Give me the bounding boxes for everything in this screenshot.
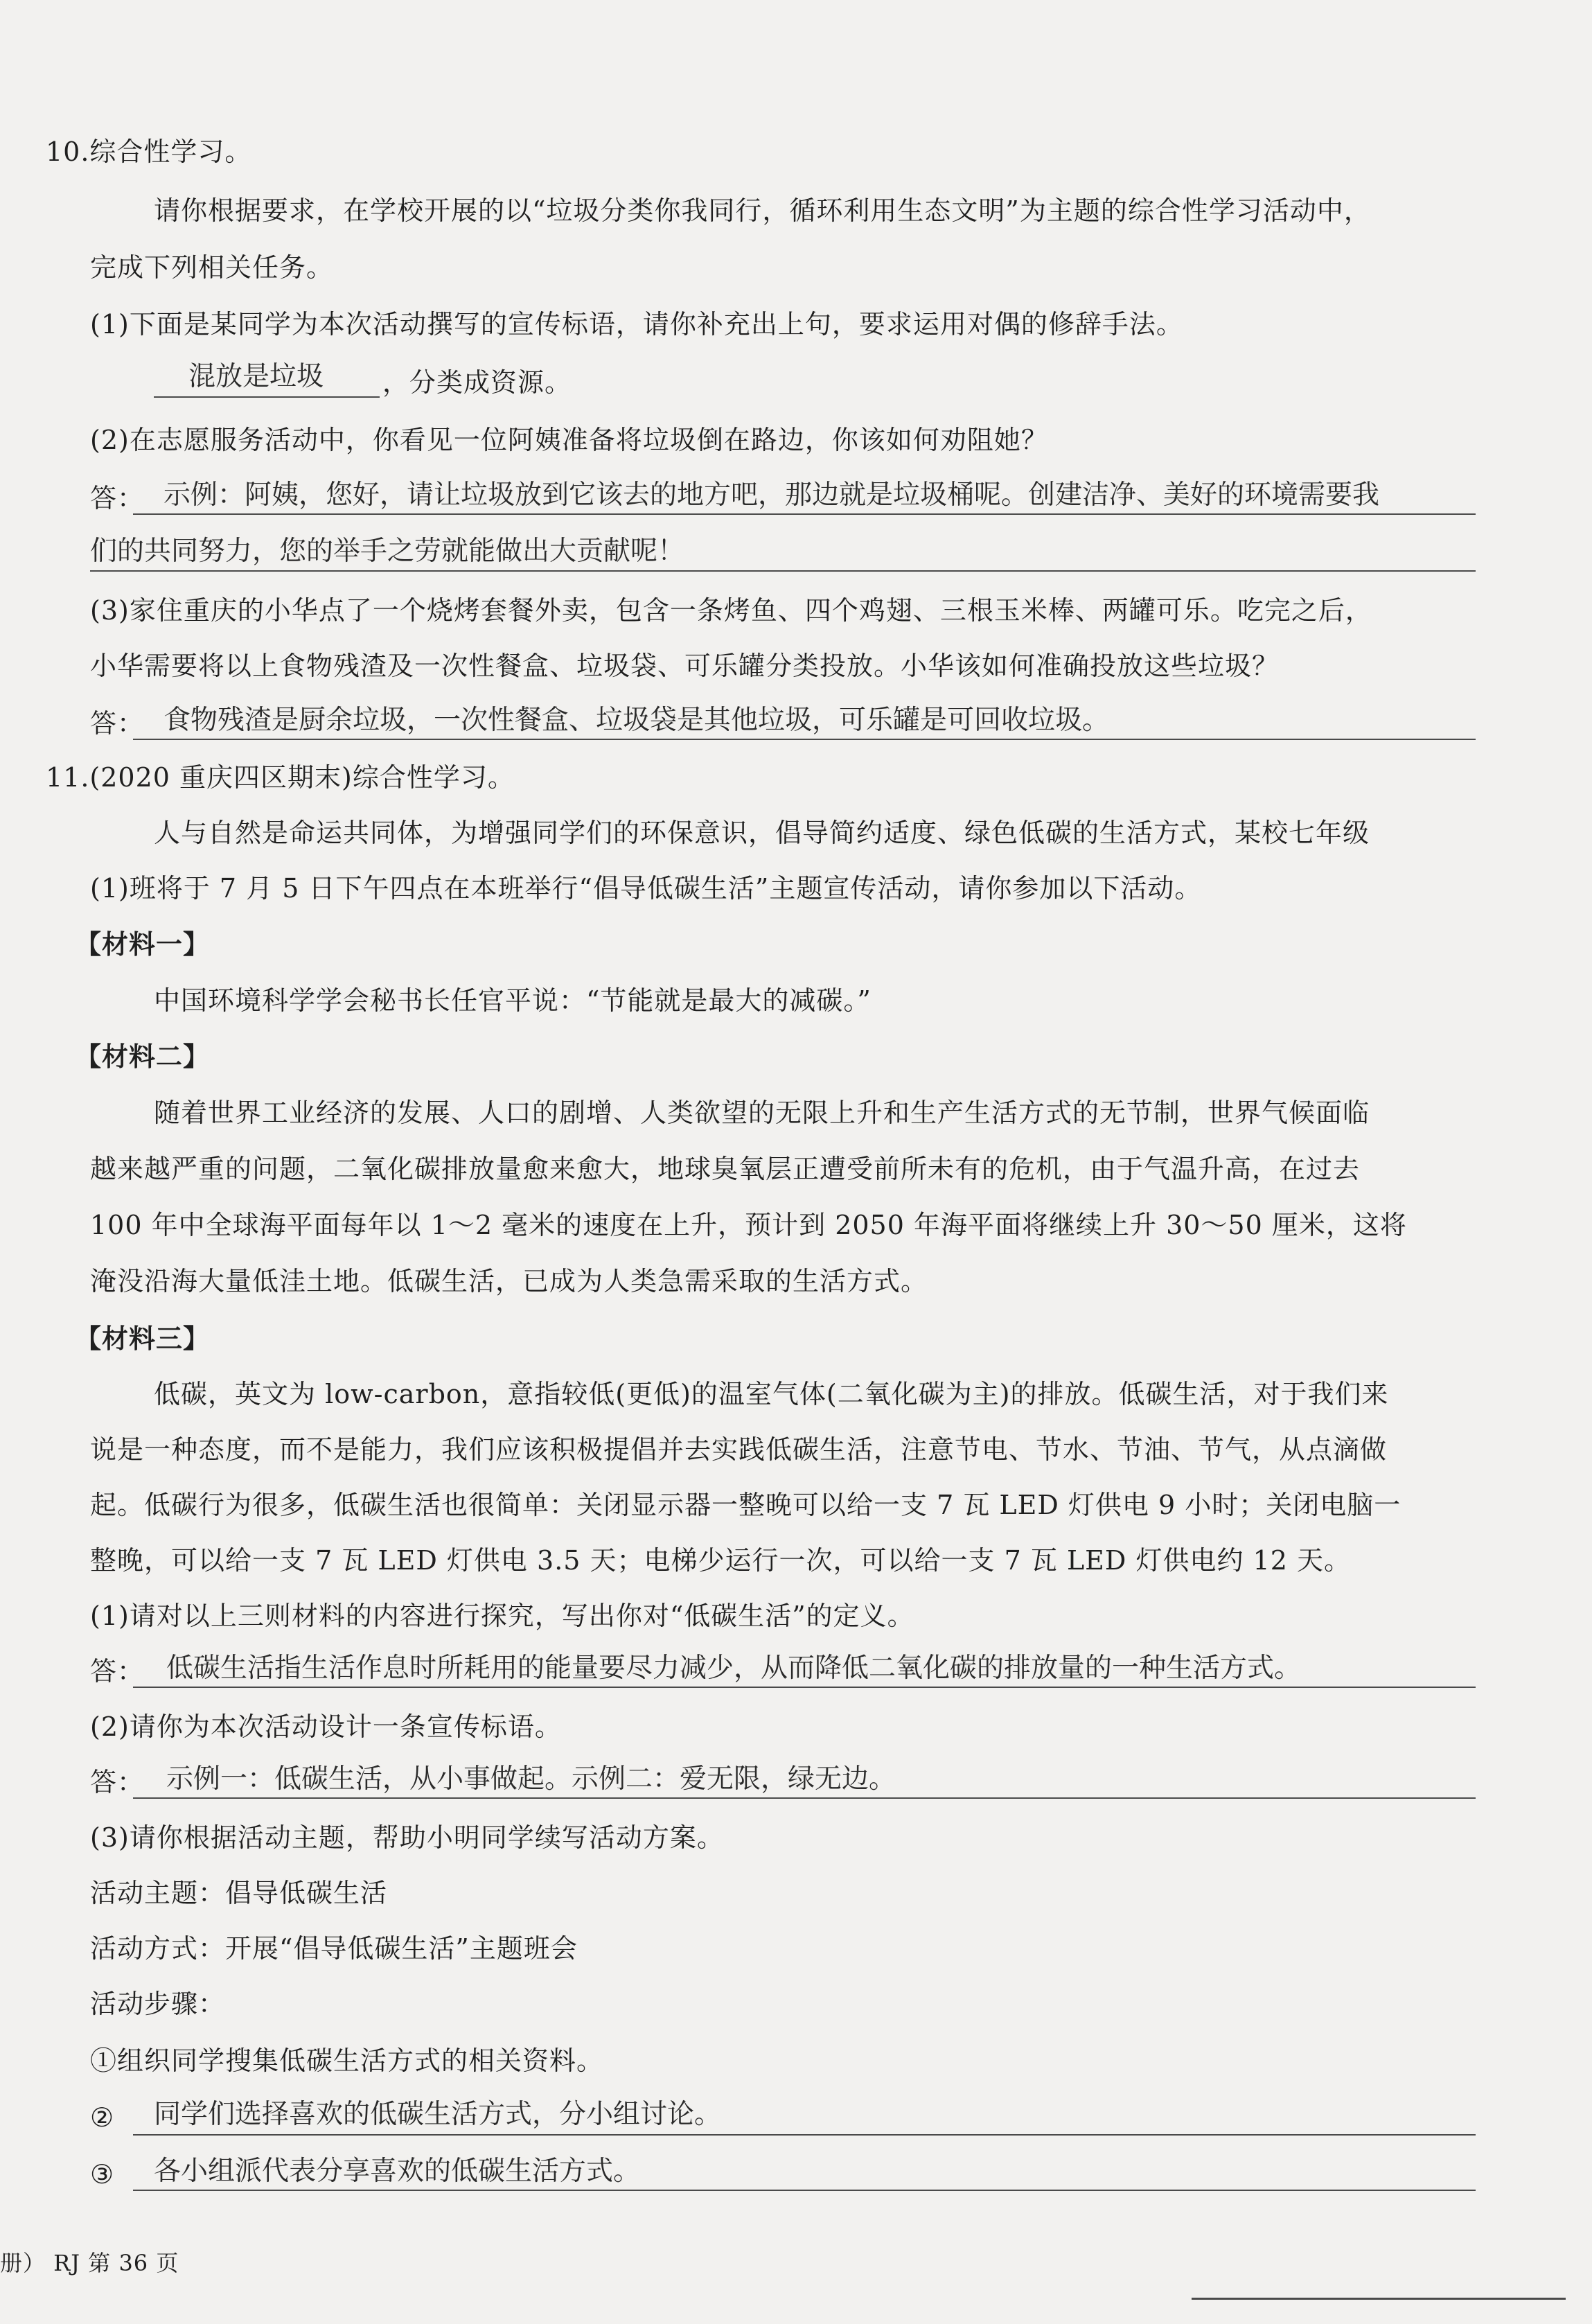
q10-part2-answer-label: 答： xyxy=(90,483,145,513)
material-three-line1: 低碳，英文为 low-carbon，意指较低(更低)的温室气体(二氧化碳为主)的排放。低碳生活，对于我们来 xyxy=(154,1379,1389,1409)
q11-part3-prompt: (3)请你根据活动主题，帮助小明同学续写活动方案。 xyxy=(90,1822,724,1853)
q11-part2-answer-rule xyxy=(133,1797,1476,1799)
activity-step-2-rule xyxy=(133,2134,1476,2136)
material-two-line1: 随着世界工业经济的发展、人口的剧增、人类欲望的无限上升和生产生活方式的无节制，世界气候面临 xyxy=(154,1098,1370,1128)
q11-part1-answer: 低碳生活指生活作息时所耗用的能量要尽力减少，从而降低二氧化碳的排放量的一种生活方式。 xyxy=(166,1653,1302,1684)
q10-part3-line2: 小华需要将以上食物残渣及一次性餐盒、垃圾袋、可乐罐分类投放。小华该如何准确投放这些垃圾？ xyxy=(90,651,1280,681)
q10-title: 10.综合性学习。 xyxy=(46,137,252,167)
q10-part1-answer: 混放是垃圾 xyxy=(188,361,324,392)
footer-rule xyxy=(1192,2298,1566,2300)
q11-part1-answer-label: 答： xyxy=(90,1656,145,1687)
page-footer: 册） RJ 第 36 页 xyxy=(0,2250,179,2276)
q10-intro-line1: 请你根据要求，在学校开展的以“垃圾分类你我同行，循环利用生态文明”为主题的综合性学习活动中， xyxy=(154,195,1371,226)
q10-part1-prompt: (1)下面是某同学为本次活动撰写的宣传标语，请你补充出上句，要求运用对偶的修辞手法。 xyxy=(90,309,1183,340)
material-two-line4: 淹没沿海大量低洼土地。低碳生活，已成为人类急需采取的生活方式。 xyxy=(90,1266,928,1296)
q11-part1-prompt: (1)请对以上三则材料的内容进行探究，写出你对“低碳生活”的定义。 xyxy=(90,1601,914,1631)
q10-part2-answer-line1: 示例：阿姨，您好，请让垃圾放到它该去的地方吧，那边就是垃圾桶呢。创建洁净、美好的环境需要我 xyxy=(163,479,1380,511)
q10-part3-answer-rule xyxy=(133,739,1476,740)
q11-part2-answer-label: 答： xyxy=(90,1767,145,1797)
activity-theme: 活动主题：倡导低碳生活 xyxy=(90,1878,388,1908)
material-one-heading: 【材料一】 xyxy=(75,928,211,960)
q11-part2-answer: 示例一：低碳生活，从小事做起。示例二：爱无限，绿无边。 xyxy=(166,1763,896,1795)
q10-part1-suffix: ，分类成资源。 xyxy=(382,367,572,398)
material-two-line2: 越来越严重的问题，二氧化碳排放量愈来愈大，地球臭氧层正遭受前所未有的危机，由于气温升高，在过去 xyxy=(90,1154,1361,1184)
q10-part3-answer-label: 答： xyxy=(90,708,145,739)
activity-steps-label: 活动步骤： xyxy=(90,1989,226,2019)
q10-part1-answer-blank xyxy=(154,396,380,398)
material-two-heading: 【材料二】 xyxy=(75,1041,211,1072)
material-three-line2: 说是一种态度，而不是能力，我们应该积极提倡并去实践低碳生活，注意节电、节水、节油、节气，从点滴做 xyxy=(90,1434,1388,1465)
q11-title: 11.(2020 重庆四区期末)综合性学习。 xyxy=(46,762,515,793)
q11-intro-line2: (1)班将于 7 月 5 日下午四点在本班举行“倡导低碳生活”主题宣传活动，请你参加以下活动。 xyxy=(90,873,1202,904)
q10-part2-answer-rule2 xyxy=(90,570,1476,572)
material-three-heading: 【材料三】 xyxy=(75,1323,211,1354)
q10-part2-answer-rule1 xyxy=(133,513,1476,515)
q10-part3-answer: 食物残渣是厨余垃圾，一次性餐盒、垃圾袋是其他垃圾，可乐罐是可回收垃圾。 xyxy=(163,705,1110,736)
q11-part2-prompt: (2)请你为本次活动设计一条宣传标语。 xyxy=(90,1711,562,1742)
activity-step-2-answer: 同学们选择喜欢的低碳生活方式，分小组讨论。 xyxy=(154,2099,722,2130)
activity-step-3-rule xyxy=(133,2190,1476,2191)
q11-intro-line1: 人与自然是命运共同体，为增强同学们的环保意识，倡导简约适度、绿色低碳的生活方式，某校七年级 xyxy=(154,818,1370,848)
q11-part1-answer-rule xyxy=(133,1687,1476,1688)
activity-step-1: ①组织同学搜集低碳生活方式的相关资料。 xyxy=(90,2045,604,2076)
material-three-line3: 起。低碳行为很多，低碳生活也很简单：关闭显示器一整晚可以给一支 7 瓦 LED 灯供电 9 小时；关闭电脑一 xyxy=(90,1490,1401,1520)
q10-intro-line2: 完成下列相关任务。 xyxy=(90,252,334,283)
q10-part3-line1: (3)家住重庆的小华点了一个烧烤套餐外卖，包含一条烤鱼、四个鸡翅、三根玉米棒、两罐可乐。吃完之后， xyxy=(90,595,1372,626)
material-two-line3: 100 年中全球海平面每年以 1～2 毫米的速度在上升，预计到 2050 年海平面将继续上升 30～50 厘米，这将 xyxy=(90,1210,1407,1240)
activity-method: 活动方式：开展“倡导低碳生活”主题班会 xyxy=(90,1933,578,1964)
activity-step-3-number: ③ xyxy=(90,2159,115,2190)
material-one-text: 中国环境科学学会秘书长任官平说：“节能就是最大的减碳。” xyxy=(154,985,872,1016)
q10-part2-prompt: (2)在志愿服务活动中，你看见一位阿姨准备将垃圾倒在路边，你该如何劝阻她？ xyxy=(90,425,1048,455)
q10-part2-answer-line2: 们的共同努力，您的举手之劳就能做出大贡献呢！ xyxy=(90,536,685,567)
activity-step-3-answer: 各小组派代表分享喜欢的低碳生活方式。 xyxy=(154,2156,641,2187)
activity-step-2-number: ② xyxy=(90,2102,115,2133)
material-three-line4: 整晚，可以给一支 7 瓦 LED 灯供电 3.5 天；电梯少运行一次，可以给一支 7 瓦 LED 灯供电约 12 天。 xyxy=(90,1545,1351,1576)
